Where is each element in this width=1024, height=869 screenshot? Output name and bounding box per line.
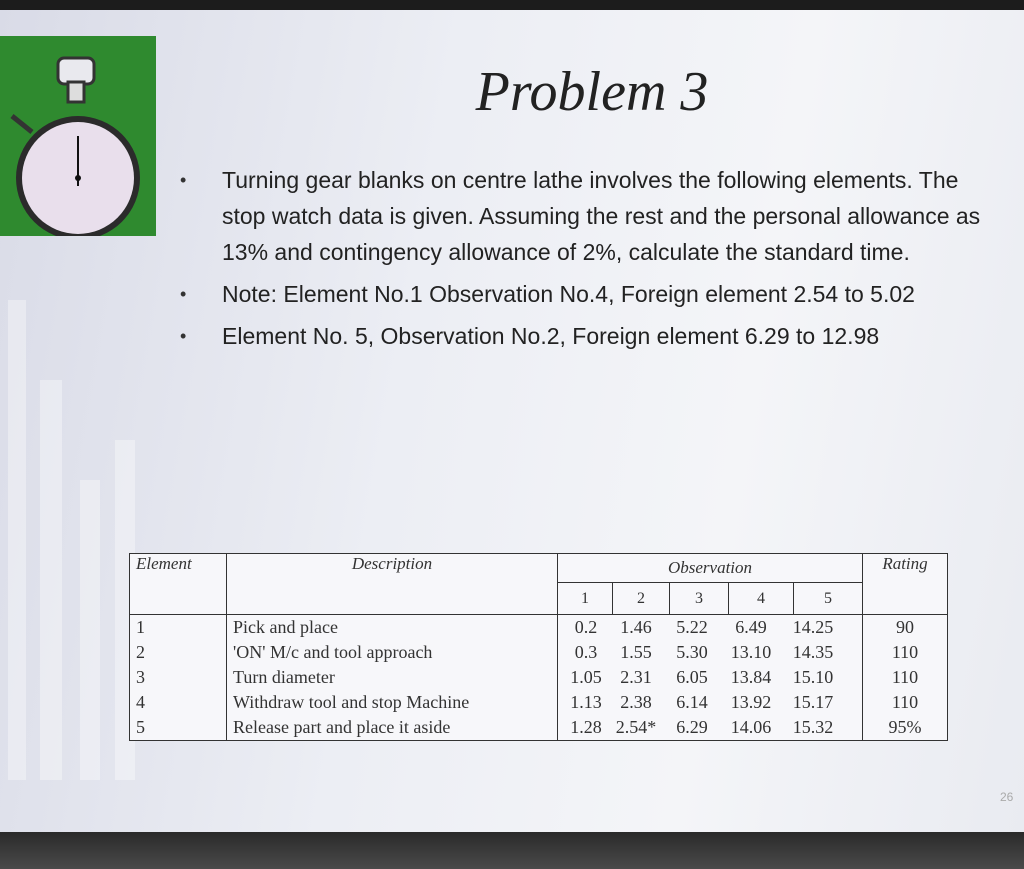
obs-value: 6.49 (735, 617, 767, 637)
obs-value: 6.05 (676, 667, 708, 687)
header-observation: Observation (558, 554, 863, 583)
obs-value: 13.10 (730, 642, 772, 662)
bullet-dot-icon: • (180, 284, 187, 304)
bullet-item (178, 276, 998, 312)
bullet-dot-icon: • (180, 170, 187, 190)
obs-value: 5.22 (676, 617, 708, 637)
stopwatch-data-table (129, 553, 948, 741)
obs-value: 13.84 (730, 667, 772, 687)
description-column (227, 615, 558, 741)
bullet-item (178, 318, 998, 354)
obs-value: 15.32 (792, 717, 834, 737)
obs-value: 14.35 (792, 642, 834, 662)
rating-1: 90 (896, 617, 914, 637)
obs-value: 14.25 (792, 617, 834, 637)
rating-3: 110 (891, 667, 919, 687)
observation-row-5 (564, 715, 856, 740)
bullet-text: Note: Element No.1 Observation No.4, Foreign element 2.54 to 5.02 (222, 281, 915, 307)
slide-title: Problem 3 (475, 61, 709, 123)
header-obs-2: 2 (613, 583, 670, 615)
obs-value: 1.13 (570, 692, 602, 712)
observation-row-2 (564, 640, 856, 665)
slide (0, 10, 1024, 832)
header-element: Element (130, 554, 227, 615)
header-obs-1: 1 (558, 583, 613, 615)
rating-column (863, 615, 948, 741)
element-column (130, 615, 227, 741)
header-obs-4: 4 (729, 583, 794, 615)
obs-value: 13.92 (730, 692, 772, 712)
obs-value: 0.3 (574, 642, 598, 662)
bullet-text: Turning gear blanks on centre lathe involves the following elements. The stop watch data is given. Assuming the rest and the personal allowance as 13% and contingency allowance of 2%, calculate the standard time. (222, 167, 981, 265)
bullet-item (178, 162, 998, 270)
element-2: 2 (136, 642, 145, 662)
obs-value: 1.28 (570, 717, 602, 737)
bullet-dot-icon: • (180, 326, 187, 346)
observation-row-4 (564, 690, 856, 715)
observation-values (558, 615, 863, 741)
rating-5: 95% (888, 717, 922, 737)
description-2: 'ON' M/c and tool approach (233, 642, 433, 662)
element-1: 1 (136, 617, 145, 637)
element-3: 3 (136, 667, 145, 687)
header-description: Description (227, 554, 558, 615)
obs-value: 15.10 (792, 667, 834, 687)
obs-value: 2.54* (615, 717, 657, 737)
description-4: Withdraw tool and stop Machine (233, 692, 470, 712)
observation-row-1 (564, 615, 856, 640)
obs-value: 1.55 (620, 642, 652, 662)
obs-value: 6.14 (676, 692, 708, 712)
obs-value: 0.2 (574, 617, 598, 637)
obs-value: 2.38 (620, 692, 652, 712)
monitor-bezel (0, 832, 1024, 869)
rating-2: 110 (891, 642, 919, 662)
obs-value: 15.17 (792, 692, 834, 712)
header-rating: Rating (863, 554, 948, 615)
obs-value: 1.05 (570, 667, 602, 687)
element-4: 4 (136, 692, 145, 712)
header-obs-3: 3 (670, 583, 729, 615)
description-1: Pick and place (233, 617, 338, 637)
rating-4: 110 (891, 692, 919, 712)
obs-value: 6.29 (676, 717, 708, 737)
obs-value: 1.46 (620, 617, 652, 637)
obs-value: 14.06 (730, 717, 772, 737)
obs-value: 2.31 (620, 667, 652, 687)
page-number: 26 (1000, 790, 1014, 804)
header-obs-5: 5 (794, 583, 863, 615)
bullet-list (178, 162, 998, 360)
bullet-text: Element No. 5, Observation No.2, Foreign element 6.29 to 12.98 (222, 323, 880, 349)
element-5: 5 (136, 717, 145, 737)
obs-value: 5.30 (676, 642, 708, 662)
observation-row-3 (564, 665, 856, 690)
description-3: Turn diameter (233, 667, 335, 687)
description-5: Release part and place it aside (233, 717, 451, 737)
